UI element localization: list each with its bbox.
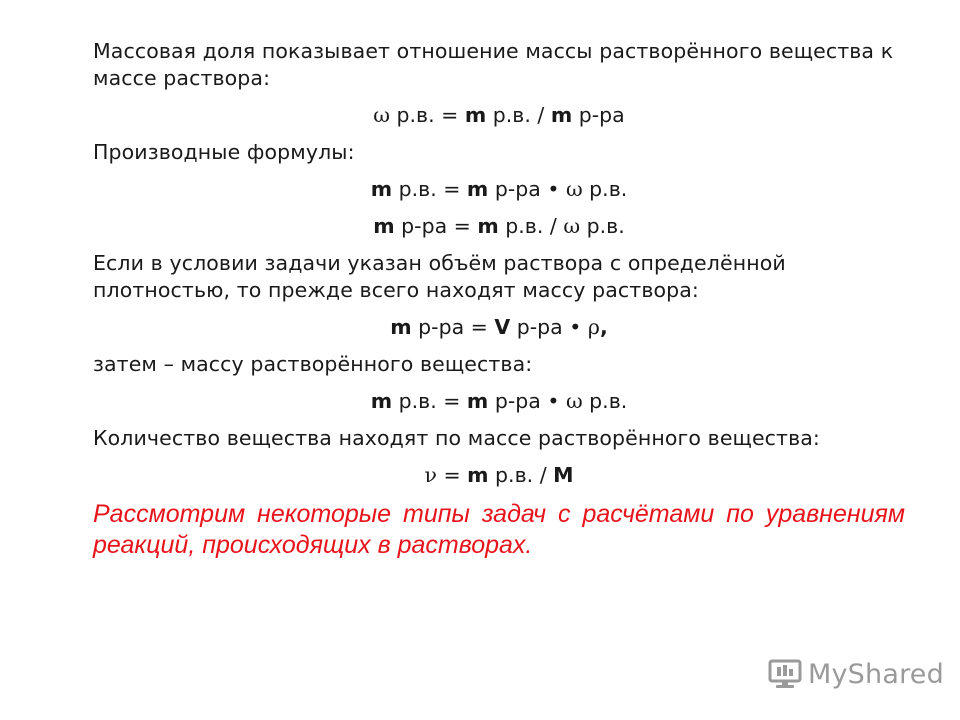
paragraph-then-solute: затем – массу растворённого вещества: [93,352,533,376]
formula-solute-mass-repeat: m р.в. = m р-ра • ω р.в. [370,389,628,413]
monitor-logo-icon [768,658,802,690]
omega-symbol: ω [565,389,583,413]
formula-solution-mass: m р-ра = m р.в. / ω р.в. [373,214,625,238]
logo-text: MyShared [808,658,944,690]
paragraph-derived-formulas: Производные формулы: [93,140,355,164]
formula-solute-mass: m р.в. = m р-ра • ω р.в. [370,177,628,201]
paragraph-amount-of-substance: Количество вещества находят по массе растворённого вещества: [93,426,820,450]
formula-amount: ν = m р.в. / M [424,463,574,487]
omega-symbol: ω [563,214,581,238]
rho-symbol: ρ [587,315,600,339]
slide-content [93,38,905,561]
paragraph-mass-fraction: Массовая доля показывает отношение массы растворённого вещества к массе раствора: [93,39,894,90]
omega-symbol: ω [373,103,390,127]
formula-mass-fraction: ω р.в. = m р.в. / m р-ра [373,103,625,127]
nu-symbol: ν [424,463,437,487]
paragraph-volume-density: Если в условии задачи указан объём раствора с определённой плотностью, то прежде всего находят массу раствора: [93,251,786,302]
formula-mass-from-volume: m р-ра = V р-ра • ρ, [390,315,608,339]
omega-symbol: ω [565,177,583,201]
myshared-logo [768,656,944,692]
conclusion-text: Рассмотрим некоторые типы задач с расчётами по уравнениям реакций, происходящих в растворах. [93,500,905,559]
